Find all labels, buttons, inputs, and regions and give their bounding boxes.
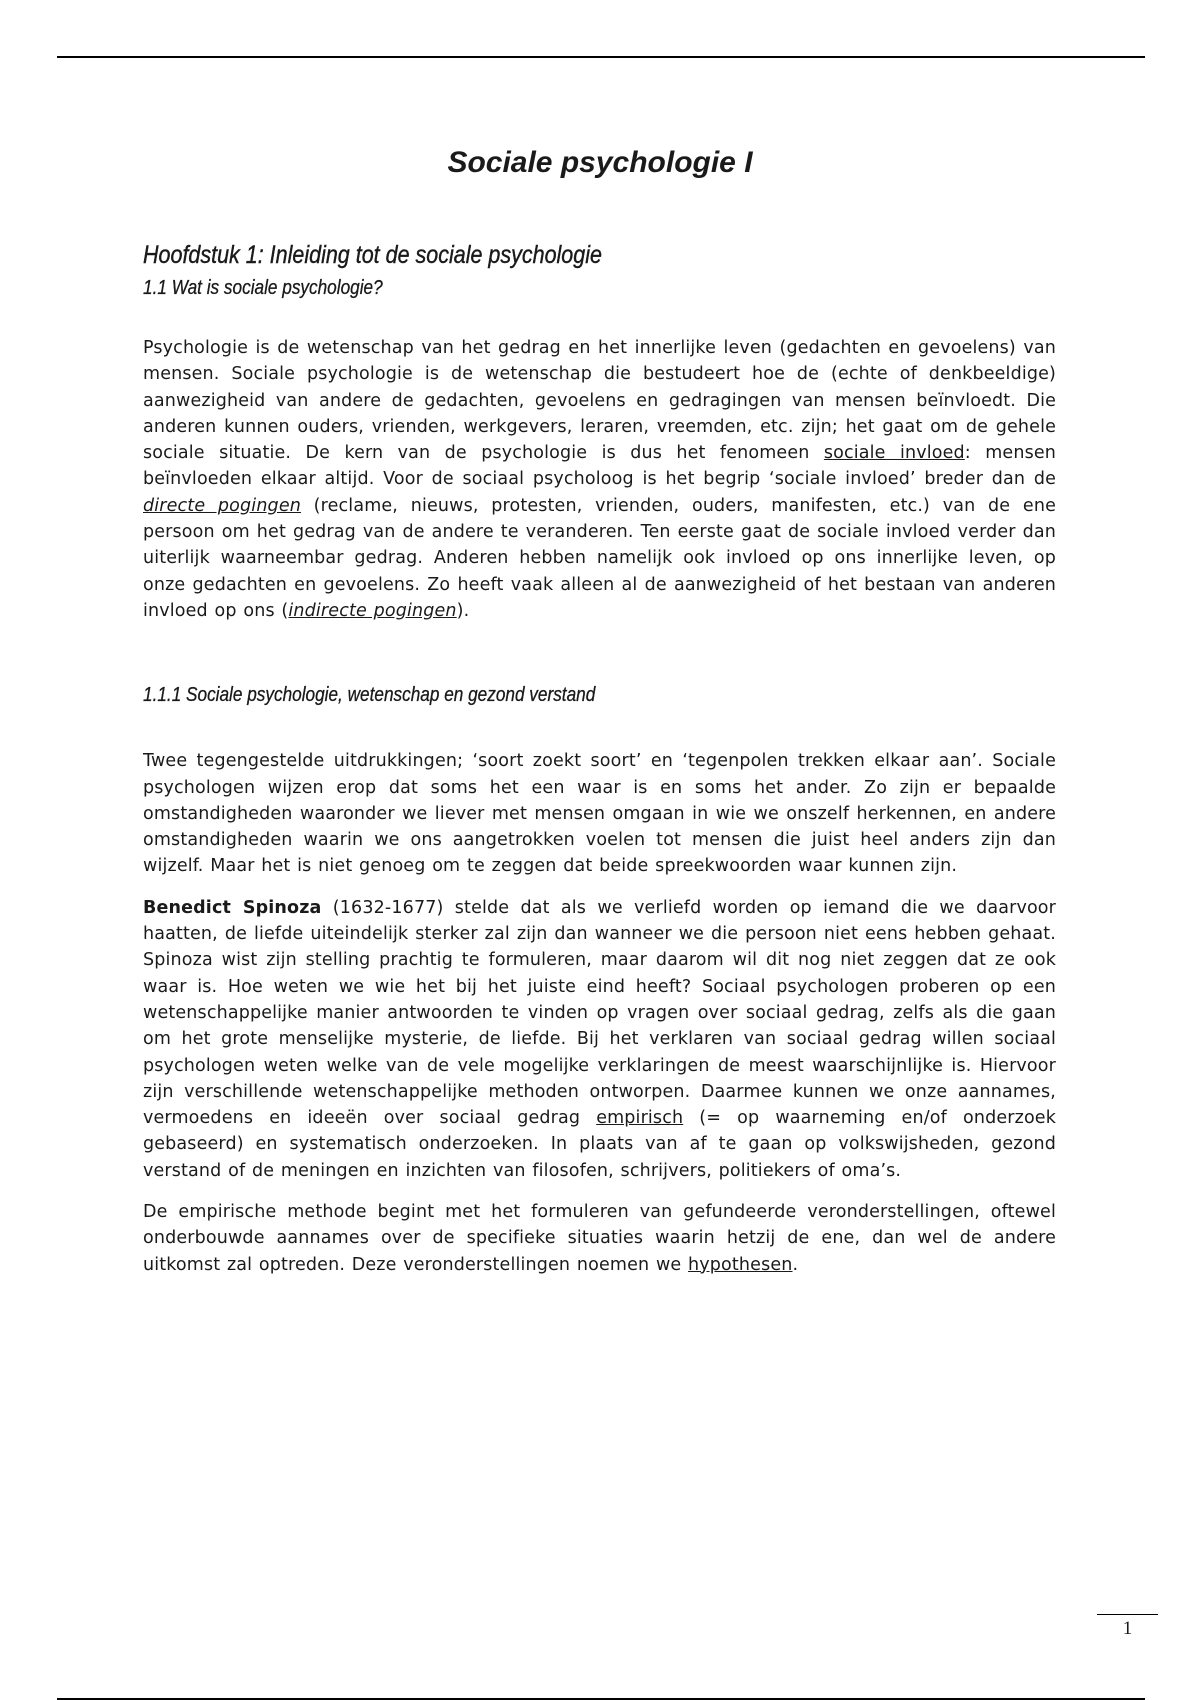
paragraph-intro: Psychologie is de wetenschap van het gedrag en het innerlijke leven (gedachten en gevoelens) van mensen. Sociale psychologie is de wetenschap die bestudeert hoe de (echte of denkbeeldige) aanwezigheid van andere de gedachten, gevoelens en gedragingen van mensen beïnvloedt. Die anderen kunnen ouders, vrienden, werkgevers, leraren, vreemden, etc. zijn; het gaat om de gehele sociale situatie. De kern van de psychologie is dus het fenomeen sociale invloed: mensen beïnvloeden elkaar altijd. Voor de sociaal psycholoog is het begrip ‘sociale invloed’ breder dan de directe pogingen (reclame, nieuws, protesten, vrienden, ouders, manifesten, etc.) van de ene persoon om het gedrag van de andere te veranderen. Ten eerste gaat de sociale invloed verder dan uiterlijk waarneembar gedrag. Anderen hebben namelijk ook invloed op ons innerlijke leven, op onze gedachten en gevoelens. Zo heeft vaak alleen al de aanwezigheid of het bestaan van anderen invloed op ons (indirecte pogingen). bbox=[143, 338, 1057, 621]
section-heading: 1.1 Wat is sociale psychologie? bbox=[143, 277, 383, 299]
document-title: Sociale psychologie I bbox=[447, 146, 753, 179]
name-benedict-spinoza: Benedict Spinoza bbox=[143, 897, 322, 918]
term-directe-pogingen: directe pogingen bbox=[143, 495, 301, 516]
term-indirecte-pogingen: indirecte pogingen bbox=[288, 600, 457, 621]
paragraph-empirical-method: De empirische methode begint met het formuleren van gefundeerde veronderstellingen, oftewel onderbouwde aannames over de specifieke situaties waarin hetzij de ene, dan wel de andere uitkomst zal optreden. Deze veronderstellingen noemen we hypothesen. bbox=[143, 1202, 1056, 1275]
subsection-heading: 1.1.1 Sociale psychologie, wetenschap en gezond verstand bbox=[143, 684, 596, 707]
paragraph-proverbs: Twee tegengestelde uitdrukkingen; ‘soort zoekt soort’ en ‘tegenpolen trekken elkaar aan’. Sociale psychologen wijzen erop dat soms het een waar is en soms het ander. Zo zijn er bepaalde omstandigheden waaronder we liever met mensen omgaan in wie we onszelf herkennen, en andere omstandigheden waarin we ons aangetrokken voelen tot mensen die juist heel anders zijn dan wijzelf. Maar het is niet genoeg om te zeggen dat beide spreekwoorden waar kunnen zijn. bbox=[143, 751, 1056, 877]
page-number-rule bbox=[1097, 1614, 1158, 1615]
header-rule bbox=[57, 56, 1145, 58]
chapter-heading: Hoofdstuk 1: Inleiding tot de sociale psychologie bbox=[143, 241, 602, 269]
page-number: 1 bbox=[1122, 1618, 1133, 1639]
term-sociale-invloed: sociale invloed bbox=[823, 443, 965, 464]
paragraph-spinoza: Benedict Spinoza (1632-1677) stelde dat als we verliefd worden op iemand die we daarvoor haatten, de liefde uiteindelijk sterker zal zijn dan wanneer we die persoon niet eens hebben gehaat. Spinoza wist zijn stelling prachtig te formuleren, maar daarom wil dit nog niet zeggen dat ze ook waar is. Hoe weten we wie het bij het juiste eind heeft? Sociaal psychologen proberen op een wetenschappelijke manier antwoorden te vinden op vragen over sociaal gedrag, zelfs als die gaan om het grote menselijke mysterie, de liefde. Bij het verklaren van sociaal gedrag willen sociaal psychologen weten welke van de vele mogelijke verklaringen de meest waarschijnlijke is. Hiervoor zijn verschillende wetenschappelijke methoden ontworpen. Daarmee kunnen we onze aannames, vermoedens en ideeën over sociaal gedrag empirisch (= op waarneming en/of onderzoek gebaseerd) en systematisch onderzoeken. In plaats van af te gaan op volkswijsheden, gezond verstand of de meningen en inzichten van filosofen, schrijvers, politiekers of oma’s. bbox=[143, 897, 1057, 1181]
term-empirisch: empirisch bbox=[596, 1108, 684, 1129]
term-hypothesen: hypothesen bbox=[688, 1254, 793, 1275]
document-body bbox=[143, 238, 1056, 1278]
